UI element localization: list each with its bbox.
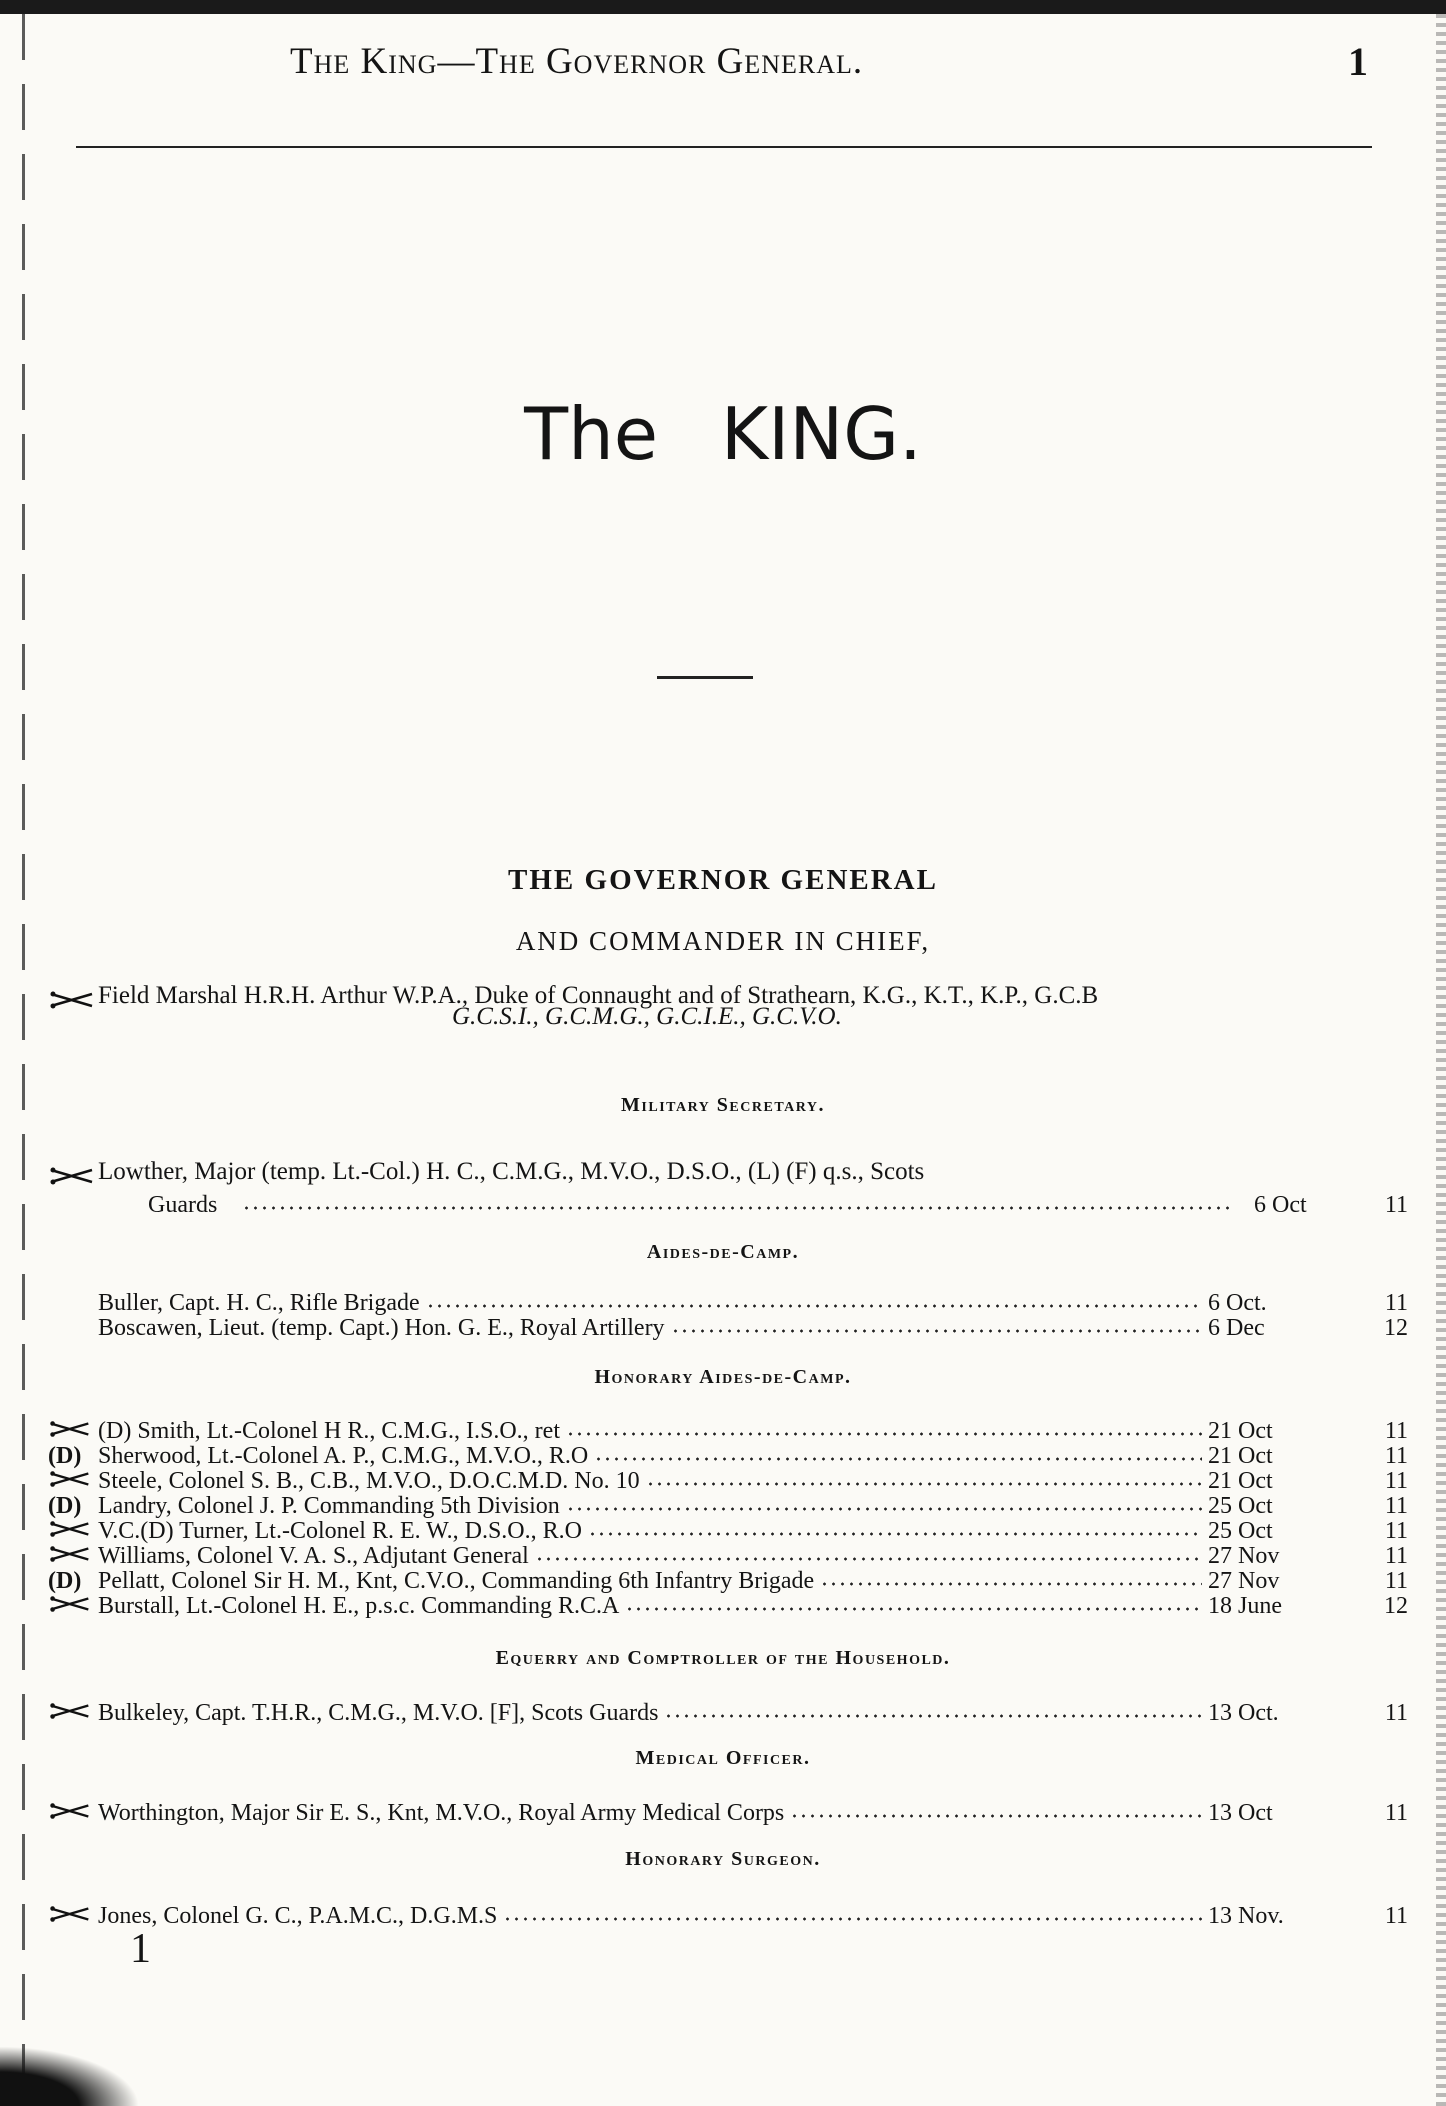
leader-dots	[790, 1814, 1202, 1818]
leader-dots	[566, 1507, 1202, 1511]
appointment-date: 6 Oct.	[1208, 1290, 1267, 1316]
entry-text: Worthington, Major Sir E. S., Knt, M.V.O., Royal Army Medical Corps	[98, 1800, 785, 1826]
leader-dots	[646, 1482, 1202, 1486]
leader-dots	[503, 1917, 1202, 1921]
title-divider	[657, 676, 753, 679]
entry-text: Sherwood, Lt.-Colonel A. P., C.M.G., M.V.O., R.O	[98, 1443, 589, 1469]
header-page-number: 1	[1348, 39, 1368, 84]
leader-dots	[242, 1206, 1232, 1210]
leader-dots	[671, 1329, 1202, 1333]
list-item	[48, 1800, 1408, 1826]
crossed-swords-icon	[48, 1593, 96, 1619]
appointment-date: 13 Oct.	[1208, 1700, 1279, 1726]
appointment-date: 21 Oct	[1208, 1443, 1273, 1469]
leader-dots	[426, 1304, 1202, 1308]
dominion-mark: (D)	[48, 1443, 82, 1469]
equerry-heading: Equerry and Comptroller of the Household.	[495, 1647, 951, 1669]
military-secretary-regiment: Guards	[148, 1192, 218, 1218]
entry-text: Williams, Colonel V. A. S., Adjutant General	[98, 1543, 529, 1569]
appointment-year: 11	[1384, 1493, 1408, 1519]
appointment-year: 12	[1384, 1593, 1408, 1619]
list-item	[48, 1700, 1408, 1726]
appointment-year: 11	[1384, 1543, 1408, 1569]
appointment-date: 21 Oct	[1208, 1468, 1273, 1494]
appointment-year: 11	[1384, 1903, 1408, 1929]
entry-text: (D) Smith, Lt.-Colonel H R., C.M.G., I.S.O., ret	[98, 1418, 560, 1444]
list-item	[48, 1290, 1408, 1316]
appointment-date: 25 Oct	[1208, 1518, 1273, 1544]
crossed-swords-icon	[48, 1418, 96, 1444]
entry-text: Jones, Colonel G. C., P.A.M.C., D.G.M.S	[98, 1903, 498, 1929]
appointment-date: 18 June	[1208, 1593, 1282, 1619]
crossed-swords-icon	[48, 988, 96, 1006]
running-header: The King—The Governor General.	[290, 41, 864, 82]
appointment-date: 13 Nov.	[1208, 1903, 1284, 1929]
list-item	[48, 1593, 1408, 1619]
page-top-edge	[0, 0, 1446, 14]
entry-text: V.C.(D) Turner, Lt.-Colonel R. E. W., D.S.O., R.O	[98, 1518, 582, 1544]
leader-dots	[566, 1432, 1202, 1436]
appointment-date: 13 Oct	[1208, 1800, 1273, 1826]
honorary-surgeon-heading: Honorary Surgeon.	[625, 1848, 821, 1870]
military-secretary-line2	[48, 1192, 1408, 1218]
appointment-year: 11	[1384, 1468, 1408, 1494]
governor-name-line: Field Marshal H.R.H. Arthur W.P.A., Duke of Connaught and of Strathearn, K.G., K.T., K.P., G.C.B	[98, 982, 1099, 1009]
entry-text: Pellatt, Colonel Sir H. M., Knt, C.V.O., Commanding 6th Infantry Brigade	[98, 1568, 815, 1594]
appointment-year: 12	[1384, 1315, 1408, 1341]
honorary-aides-heading: Honorary Aides-de-Camp.	[594, 1366, 852, 1388]
header-rule	[76, 146, 1372, 148]
page-right-edge	[1436, 14, 1446, 2106]
appointment-date: 27 Nov	[1208, 1543, 1280, 1569]
governor-honours-line: G.C.S.I., G.C.M.G., G.C.I.E., G.C.V.O.	[452, 1003, 842, 1030]
crossed-swords-icon	[48, 1800, 96, 1826]
governor-general-heading: THE GOVERNOR GENERAL	[508, 864, 938, 896]
leader-dots	[594, 1457, 1202, 1461]
aides-de-camp-heading: Aides-de-Camp.	[646, 1241, 800, 1263]
appointment-year: 11	[1384, 1192, 1408, 1218]
appointment-date: 6 Dec	[1208, 1315, 1265, 1341]
list-item	[48, 1418, 1408, 1444]
list-item	[48, 1468, 1408, 1494]
entry-text: Buller, Capt. H. C., Rifle Brigade	[98, 1290, 420, 1316]
entry-text: Steele, Colonel S. B., C.B., M.V.O., D.O.C.M.D. No. 10	[98, 1468, 640, 1494]
appointment-year: 11	[1384, 1800, 1408, 1826]
appointment-date: 27 Nov	[1208, 1568, 1280, 1594]
entry-text: Landry, Colonel J. P. Commanding 5th Division	[98, 1493, 560, 1519]
page-corner-shadow	[0, 2046, 140, 2106]
entry-text: Boscawen, Lieut. (temp. Capt.) Hon. G. E., Royal Artillery	[98, 1315, 665, 1341]
crossed-swords-icon	[48, 1518, 96, 1544]
appointment-date: 21 Oct	[1208, 1418, 1273, 1444]
entry-text: Bulkeley, Capt. T.H.R., C.M.G., M.V.O. [F], Scots Guards	[98, 1700, 659, 1726]
leader-dots	[588, 1532, 1202, 1536]
leader-dots	[625, 1607, 1202, 1611]
footer-page-number: 1	[130, 1926, 151, 1972]
appointment-year: 11	[1384, 1443, 1408, 1469]
military-secretary-entry	[48, 1158, 1368, 1186]
military-secretary-line1: Lowther, Major (temp. Lt.-Col.) H. C., C.M.G., M.V.O., D.S.O., (L) (F) q.s., Scots	[98, 1158, 925, 1185]
list-item	[48, 1493, 1408, 1519]
crossed-swords-icon	[48, 1543, 96, 1569]
list-item	[48, 1518, 1408, 1544]
appointment-date: 6 Oct	[1254, 1192, 1307, 1218]
dominion-mark: (D)	[48, 1568, 82, 1594]
appointment-year: 11	[1384, 1418, 1408, 1444]
appointment-date: 25 Oct	[1208, 1493, 1273, 1519]
dominion-mark: (D)	[48, 1493, 82, 1519]
appointment-year: 11	[1384, 1518, 1408, 1544]
appointment-year: 11	[1384, 1568, 1408, 1594]
crossed-swords-icon	[48, 1164, 96, 1182]
leader-dots	[664, 1714, 1202, 1718]
entry-text: Burstall, Lt.-Colonel H. E., p.s.c. Commanding R.C.A	[98, 1593, 620, 1619]
crossed-swords-icon	[48, 1903, 96, 1929]
leader-dots	[535, 1557, 1202, 1561]
appointment-year: 11	[1384, 1290, 1408, 1316]
medical-officer-heading: Medical Officer.	[635, 1747, 811, 1769]
crossed-swords-icon	[48, 1700, 96, 1726]
main-title: The KING.	[524, 392, 922, 476]
leader-dots	[820, 1582, 1202, 1586]
list-item	[48, 1543, 1408, 1569]
military-secretary-heading: Military Secretary.	[621, 1094, 825, 1116]
appointment-year: 11	[1384, 1700, 1408, 1726]
list-item	[48, 1443, 1408, 1469]
list-item	[48, 1315, 1408, 1341]
crossed-swords-icon	[48, 1468, 96, 1494]
governor-general-subheading: AND COMMANDER IN CHIEF,	[515, 926, 931, 956]
list-item	[48, 1903, 1408, 1929]
list-item	[48, 1568, 1408, 1594]
